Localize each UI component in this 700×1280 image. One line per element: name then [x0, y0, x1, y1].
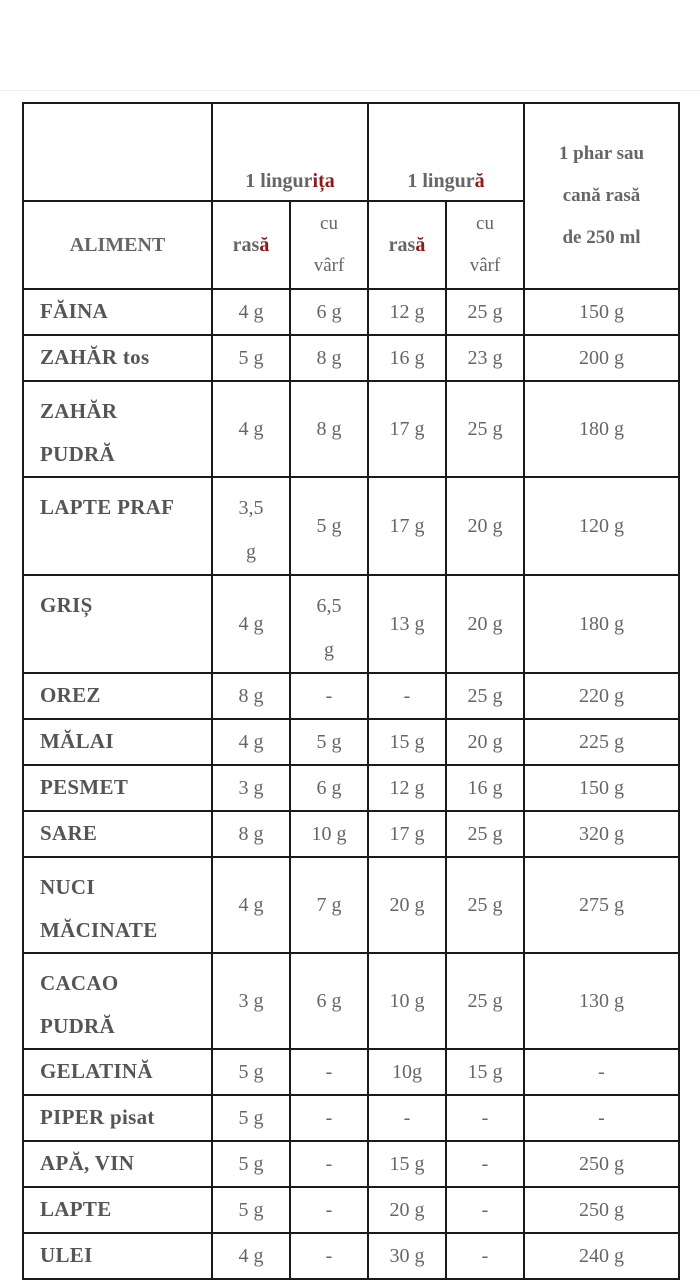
header-empty-cell	[23, 103, 212, 201]
teaspoon-level: 3 g	[212, 953, 290, 1049]
cup-amount: 250 g	[524, 1187, 679, 1233]
teaspoon-heaped: 7 g	[290, 857, 368, 953]
table-row	[23, 477, 679, 575]
aliment-name: NUCI MĂCINATE	[23, 857, 212, 953]
teaspoon-heaped: -	[290, 673, 368, 719]
aliment-name: APĂ, VIN	[23, 1141, 212, 1187]
measurement-table-wrapper	[22, 102, 678, 1280]
spoon-level: 10g	[368, 1049, 446, 1095]
teaspoon-heaped: 8 g	[290, 335, 368, 381]
table-row	[23, 575, 679, 673]
header-cup-line2: cană rasă	[562, 185, 641, 206]
measurement-table	[22, 102, 680, 1280]
teaspoon-heaped: 5 g	[290, 477, 368, 575]
cup-amount: 275 g	[524, 857, 679, 953]
aliment-name: MĂLAI	[23, 719, 212, 765]
teaspoon-level: 8 g	[212, 811, 290, 857]
spoon-level: -	[368, 1095, 446, 1141]
spoon-heaped: 25 g	[446, 857, 524, 953]
spoon-heaped: -	[446, 1141, 524, 1187]
header-teaspoon-varf: cu vârf	[290, 201, 368, 289]
spoon-level: 20 g	[368, 857, 446, 953]
aliment-name: GELATINĂ	[23, 1049, 212, 1095]
spoon-level: 20 g	[368, 1187, 446, 1233]
spoon-heaped: 23 g	[446, 335, 524, 381]
spoon-level: 30 g	[368, 1233, 446, 1279]
spoon-heaped: 15 g	[446, 1049, 524, 1095]
spoon-heaped: 25 g	[446, 289, 524, 335]
teaspoon-heaped: 8 g	[290, 381, 368, 477]
spoon-heaped: 20 g	[446, 575, 524, 673]
teaspoon-heaped: -	[290, 1049, 368, 1095]
teaspoon-level: 5 g	[212, 1141, 290, 1187]
cup-amount: 130 g	[524, 953, 679, 1049]
teaspoon-heaped: -	[290, 1095, 368, 1141]
teaspoon-heaped: 6 g	[290, 953, 368, 1049]
spoon-heaped: 20 g	[446, 477, 524, 575]
teaspoon-heaped: 10 g	[290, 811, 368, 857]
teaspoon-heaped: -	[290, 1187, 368, 1233]
table-row	[23, 857, 679, 953]
table-row	[23, 811, 679, 857]
aliment-name: PESMET	[23, 765, 212, 811]
spoon-heaped: 16 g	[446, 765, 524, 811]
teaspoon-level: 4 g	[212, 289, 290, 335]
header-cup	[524, 103, 679, 289]
aliment-name: GRIȘ	[23, 575, 212, 673]
spoon-level: 12 g	[368, 289, 446, 335]
header-spoon-varf: cu vârf	[446, 201, 524, 289]
teaspoon-level: 5 g	[212, 335, 290, 381]
spoon-level: 17 g	[368, 811, 446, 857]
aliment-name: PIPER pisat	[23, 1095, 212, 1141]
teaspoon-level: 4 g	[212, 1233, 290, 1279]
teaspoon-heaped: 5 g	[290, 719, 368, 765]
header-spoon-rasa: rasă	[368, 201, 446, 289]
spoon-heaped: 25 g	[446, 673, 524, 719]
teaspoon-level: 4 g	[212, 857, 290, 953]
spoon-heaped: 25 g	[446, 811, 524, 857]
header-teaspoon-rasa: rasă	[212, 201, 290, 289]
cup-amount: 225 g	[524, 719, 679, 765]
spoon-heaped: 25 g	[446, 381, 524, 477]
table-row	[23, 289, 679, 335]
cup-amount: 200 g	[524, 335, 679, 381]
teaspoon-level: 3,5 g	[212, 477, 290, 575]
cup-amount: 320 g	[524, 811, 679, 857]
aliment-name: ZAHĂR PUDRĂ	[23, 381, 212, 477]
cup-amount: 250 g	[524, 1141, 679, 1187]
spoon-level: 17 g	[368, 477, 446, 575]
table-row	[23, 719, 679, 765]
aliment-name: OREZ	[23, 673, 212, 719]
cup-amount: 240 g	[524, 1233, 679, 1279]
cup-amount: 180 g	[524, 575, 679, 673]
cup-amount: 150 g	[524, 289, 679, 335]
cup-amount: 180 g	[524, 381, 679, 477]
aliment-name: ZAHĂR tos	[23, 335, 212, 381]
teaspoon-heaped: 6 g	[290, 765, 368, 811]
spoon-heaped: -	[446, 1095, 524, 1141]
teaspoon-level: 8 g	[212, 673, 290, 719]
cup-amount: 220 g	[524, 673, 679, 719]
spoon-level: 15 g	[368, 719, 446, 765]
aliment-name: FĂINA	[23, 289, 212, 335]
header-cup-line1: 1 phar sau	[558, 143, 645, 164]
table-row	[23, 1095, 679, 1141]
teaspoon-heaped: 6 g	[290, 289, 368, 335]
table-row	[23, 381, 679, 477]
spoon-level: 13 g	[368, 575, 446, 673]
teaspoon-heaped: -	[290, 1233, 368, 1279]
teaspoon-level: 4 g	[212, 575, 290, 673]
aliment-name: SARE	[23, 811, 212, 857]
top-band	[0, 0, 700, 91]
header-teaspoon: 1 lingurița	[212, 103, 368, 201]
spoon-heaped: 25 g	[446, 953, 524, 1049]
spoon-level: 15 g	[368, 1141, 446, 1187]
table-row	[23, 1141, 679, 1187]
table-row	[23, 953, 679, 1049]
table-row	[23, 1049, 679, 1095]
teaspoon-heaped: 6,5 g	[290, 575, 368, 673]
table-row	[23, 765, 679, 811]
teaspoon-heaped: -	[290, 1141, 368, 1187]
aliment-name: LAPTE PRAF	[23, 477, 212, 575]
spoon-heaped: 20 g	[446, 719, 524, 765]
cup-amount: -	[524, 1095, 679, 1141]
aliment-name: LAPTE	[23, 1187, 212, 1233]
cup-amount: -	[524, 1049, 679, 1095]
spoon-level: 17 g	[368, 381, 446, 477]
table-row	[23, 1233, 679, 1279]
spoon-level: 16 g	[368, 335, 446, 381]
table-row	[23, 1187, 679, 1233]
table-row	[23, 673, 679, 719]
spoon-heaped: -	[446, 1233, 524, 1279]
teaspoon-level: 5 g	[212, 1095, 290, 1141]
teaspoon-level: 5 g	[212, 1049, 290, 1095]
cup-amount: 150 g	[524, 765, 679, 811]
header-spoon: 1 lingură	[368, 103, 524, 201]
aliment-name: ULEI	[23, 1233, 212, 1279]
teaspoon-level: 3 g	[212, 765, 290, 811]
header-cup-line3: de 250 ml	[562, 227, 641, 248]
teaspoon-level: 5 g	[212, 1187, 290, 1233]
aliment-name: CACAO PUDRĂ	[23, 953, 212, 1049]
table-row	[23, 335, 679, 381]
spoon-level: 12 g	[368, 765, 446, 811]
spoon-level: -	[368, 673, 446, 719]
teaspoon-level: 4 g	[212, 719, 290, 765]
header-aliment: ALIMENT	[23, 201, 212, 289]
teaspoon-level: 4 g	[212, 381, 290, 477]
spoon-heaped: -	[446, 1187, 524, 1233]
spoon-level: 10 g	[368, 953, 446, 1049]
cup-amount: 120 g	[524, 477, 679, 575]
